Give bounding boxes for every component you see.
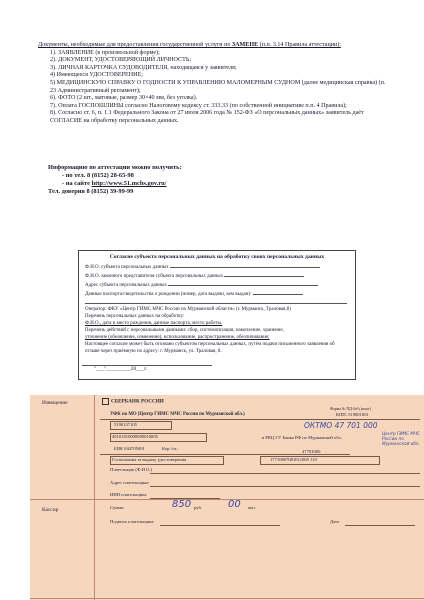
info-site [48,180,248,188]
date-label: Дата [330,519,340,524]
receipt-hline [30,499,424,500]
payer-line[interactable] [150,473,420,474]
consent-heading: Согласие субъекта персональных данных на обработку своих персональных данных [109,254,325,260]
consent-actions-cont: уточнение (обновление, изменение), использование, распространение, обезличивание; [85,335,270,341]
oktmo-code: 47701000 [302,449,321,454]
form-label: Форма № ПД-4сб (налог) [330,407,372,411]
kop-label: коп. [248,505,256,510]
payer-sign-label: Подпись плательщика: [110,519,155,524]
payment-receipt [30,395,424,600]
consent-field [85,290,349,299]
address-label: Адрес плательщика [110,480,149,485]
consent-field-input[interactable] [224,272,304,277]
date-line[interactable] [345,525,415,526]
consent-field [85,272,349,281]
document-item: 6). ФОТО (2 шт., матовые, размер 30×40 мм, без уголка). [50,95,198,102]
consent-actions: Перечень действий с персональными данными: сбор, систематизация, накопление, хранение, [85,328,284,334]
payer-label: Плательщик (Ф.И.О.) [110,467,153,472]
consent-field-input[interactable] [85,299,347,304]
payment-purpose: Госпошлина за выдачу удостоверения [112,457,187,462]
document-item: 1). ЗАЯВЛЕНИЕ (в произвольной форме); [50,49,160,56]
consent-field-input[interactable] [253,290,303,295]
bank-name: СБЕРБАНК РОССИИ [111,398,164,405]
required-documents [38,42,390,126]
consent-field-input[interactable] [170,263,320,268]
handwritten-note: Центр ГИМС МЧС России по Мурманской обл. [382,431,420,446]
sum-label: Сумма: [110,505,125,510]
info-phone: - по тел. 8 (8152) 28-65-98 [62,172,134,179]
handwritten-oktmo: ОКТМО 47 701 000 [304,421,378,430]
bank-logo [102,398,164,405]
document-item: 8). Согласно ст. 6, п. 1.1 Федерального Закона от 27 июля 2006 года № 152-ФЗ «О персональных данных» заявитель даёт СОГЛАСИЕ на обработку персональных данных. [50,110,364,124]
consent-field-input[interactable] [168,281,318,286]
kpp: КПП: 519001001 [336,412,369,417]
payer-sign-line[interactable] [160,525,280,526]
cashier-label: Кассир [42,507,59,513]
consent-form [78,250,356,380]
consent-field-label: Данные паспорта/свидетельства о рождении (номер, дата выдачи, кем выдан): [85,291,252,297]
receipt-divider [94,395,95,600]
info-heading: Информацию по аттестации можно получить: [48,164,182,171]
rub-label: руб. [194,505,202,510]
consent-operator: Оператор: ФКУ «Центр ГИМС МЧС России по Мурманской области» (г. Мурманск, Траловая,8) [85,307,291,313]
handwritten-sum: 850 [172,499,192,510]
recipient: УФК по МО (Центр ГИМС МЧС России по Мурманской обл.) [110,412,245,417]
documents-title-prefix: Документы, необходимые для предоставления государственной услуги по [38,42,232,48]
documents-title-bold: ЗАМЕНЕ [231,42,259,48]
document-item: 7). Оплата ГОСПОШЛИНЫ согласно Налоговому кодексу ст. 333.33 (по собственной инициативе п.п. 4 Правила); [50,102,347,109]
consent-list-heading: Перечень персональных данных на обработку: [85,314,185,320]
document-item: 4) Имеющееся УДОСТОВЕРЕНИЕ; [50,72,143,79]
document-item: 2). ДОКУМЕНТ, УДОСТОВЕРЯЮЩИЙ ЛИЧНОСТЬ; [50,57,192,64]
receipt-hline [30,598,424,599]
documents-title-suffix: (п.п. 3.14 Правила аттестации): [258,42,341,48]
consent-field [85,281,349,290]
document-item: 5) МЕДИЦИНСКУЮ СПРАВКУ О ГОДНОСТИ К УПРАВЛЕНИЮ МАЛОМЕРНЫМ СУДНОМ (далее медицинская справка) (п. 23 Административный регламент); [50,79,386,94]
rule [100,419,420,420]
sberbank-logo-icon [102,398,109,405]
consent-date: "___"_________20___г. [94,366,148,372]
notice-label: Извещение [42,400,68,406]
account: 40101810000000010005 [112,434,158,439]
handwritten-kop: 00 [228,499,241,510]
rule [100,454,350,455]
consent-field-label: Ф.И.О. субъекта персональных данных [85,264,169,270]
documents-title [38,42,390,50]
kbk: 17710807081011000 110 [270,457,317,462]
address-line[interactable] [150,486,420,487]
signature-line[interactable] [142,365,212,366]
consent-list-value: Ф.И.О., дата и место рождения, данные паспорта, место работы. [85,321,223,327]
consent-field-label: Ф.И.О. законного представителя субъекта персональных данных [85,273,224,279]
contact-info [48,164,248,196]
korr-account: Кор./сч.: [162,446,179,451]
consent-revoke: Настоящее согласие может быть отозвано субъектом персональных данных, путём подачи письменного заявления об отзыве через приёмную по адресу: г. Мурманск, ул. Траловая, 8. [85,341,335,354]
recipient-inn: 5190137105 [114,422,137,427]
payer-inn-label: ИНН плательщика [110,492,147,497]
info-site-prefix: - на сайте [62,180,92,187]
consent-field [85,263,349,272]
document-item: 3). ЛИЧНАЯ КАРТОЧКА СУДОВОДИТЕЛЯ, находящаяся у заявителя; [50,64,237,71]
consent-blank-line [85,299,349,308]
consent-field-label: Адрес субъекта персональных данных [85,282,167,288]
bik: БИК 044705001 [114,446,145,451]
recipient-bank: в РКЦ ГУ Банка РФ по Мурманской обл. [262,435,342,440]
info-trust-phone: Тел. доверия 8 (8152) 39-99-99 [48,188,134,195]
info-site-link[interactable]: http://www.51.mchs.gov.ru/ [91,180,167,187]
